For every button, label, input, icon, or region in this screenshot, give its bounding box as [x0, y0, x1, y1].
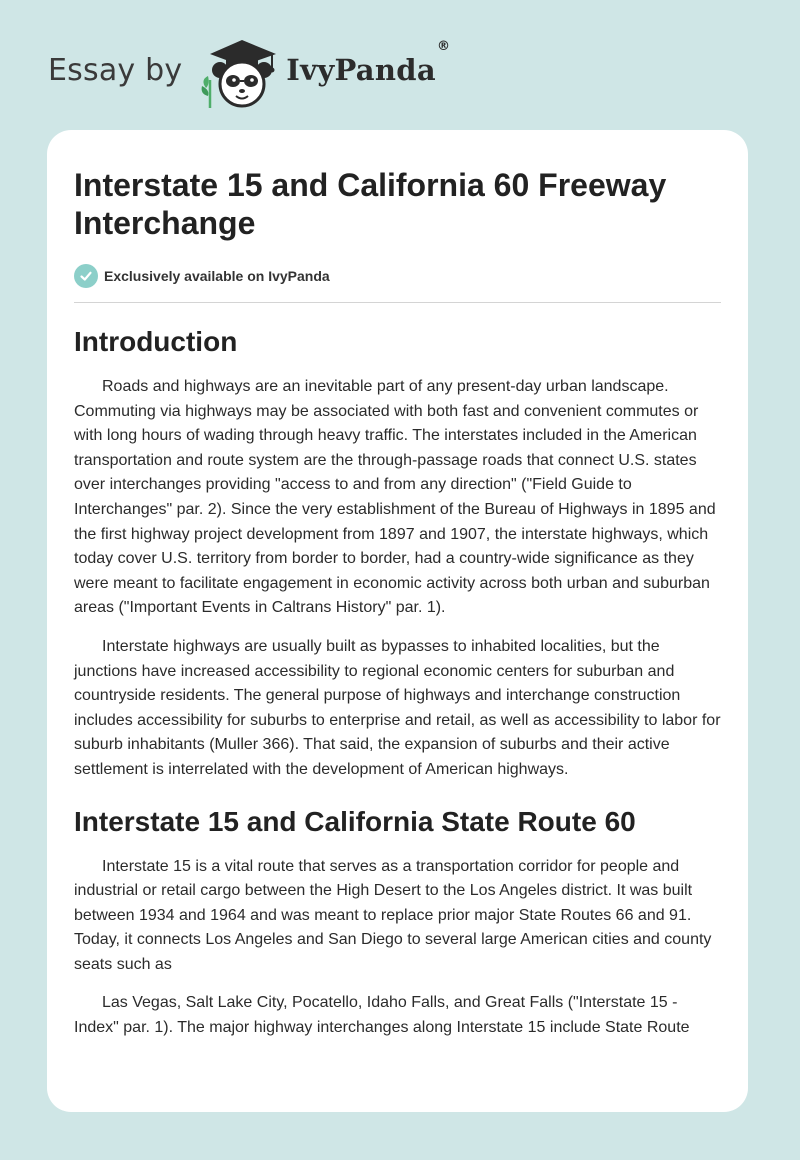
paragraph: Las Vegas, Salt Lake City, Pocatello, Idaho Falls, and Great Falls ("Interstate 15 - Index" par. 1). The major highway interchanges along Interstate 15 include State Route: [74, 994, 690, 1037]
panda-logo-icon: [196, 30, 284, 110]
brand-name: IvyPanda®: [286, 39, 451, 87]
section-heading-introduction: Introduction: [74, 326, 238, 357]
section-heading-interstate-15: Interstate 15 and California State Route 60: [74, 805, 636, 837]
registered-mark: ®: [436, 39, 451, 54]
essay-by-label: Essay by: [48, 52, 183, 88]
site-brand[interactable]: [48, 30, 450, 110]
paragraph: Interstate 15 is a vital route that serves as a transportation corridor for people and industrial or retail cargo between the High Desert to the Los Angeles district. It was built between 1934 and 1964 and was meant to replace prior major State Routes 66 and 91. Today, it connects Los Angeles and San Diego to several large American cities and county seats such as: [74, 857, 712, 973]
paragraph: Roads and highways are an inevitable part of any present-day urban landscape. Commuting via highways may be associated with both fast and convenient commutes or with long hours of wading through heavy traffic. The interstates included in the American transportation and route system are the through-passage roads that connect U.S. states over interchanges providing "access to and from any direction" ("Field Guide to Interchanges" par. 2). Since the very establishment of the Bureau of Highways in 1895 and the first highway project development from 1897 and 1907, the interstate highways, which today cover U.S. territory from border to border, had a country-wide significance as they were meant to facilitate engagement in economic activity across both urban and suburban areas ("Important Events in Caltrans History" par. 1).: [74, 378, 716, 617]
exclusive-label: Exclusively available on IvyPanda: [104, 268, 330, 284]
essay-title: Interstate 15 and California 60 Freeway Interchange: [74, 167, 667, 241]
check-circle-icon: [74, 264, 98, 288]
essay-card: [47, 130, 748, 1112]
exclusive-badge: [74, 264, 721, 303]
paragraph: Interstate highways are usually built as bypasses to inhabited localities, but the junctions have increased accessibility to regional economic centers for suburban and countryside residents. The general purpose of highways and interchange construction includes accessibility for suburbs to enterprise and retail, as well as accessibility to labor for suburb inhabitants (Muller 366). That said, the expansion of suburbs and their active settlement is interrelated with the development of American highways.: [74, 637, 721, 778]
